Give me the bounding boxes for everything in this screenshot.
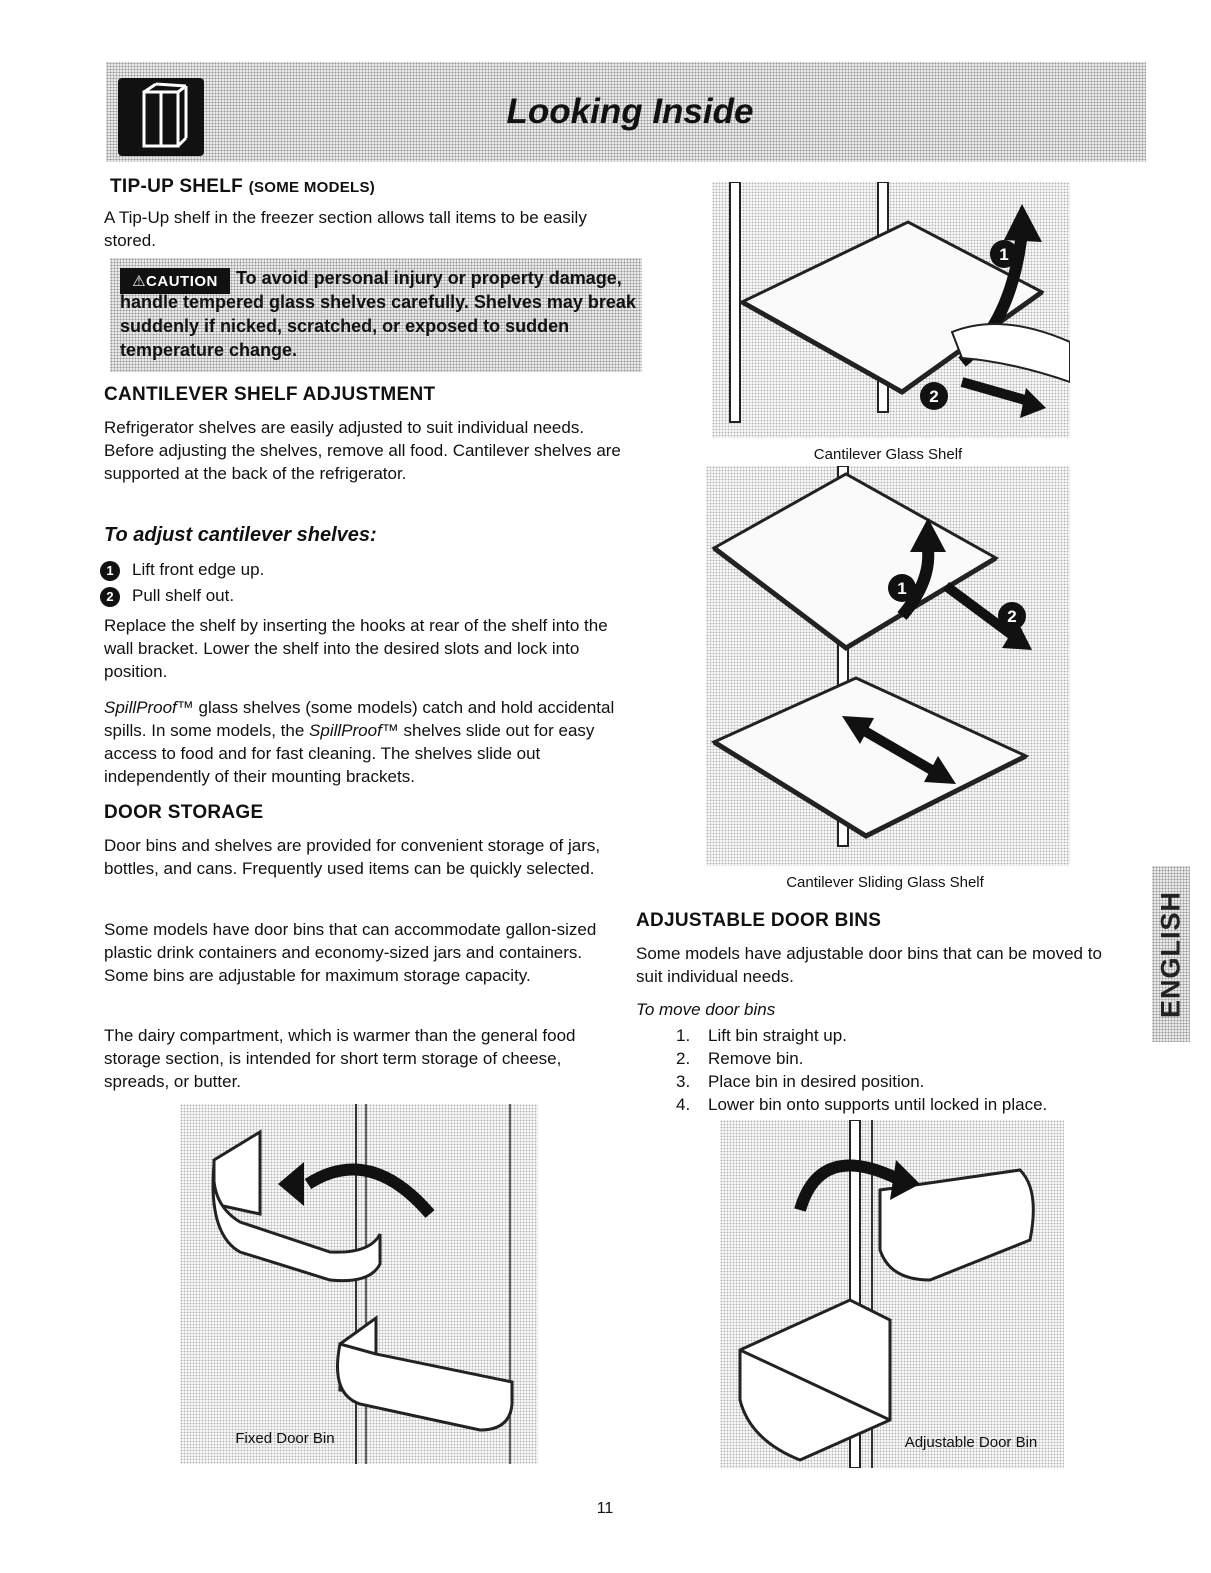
page-number: 11 <box>596 1500 614 1517</box>
door-storage-p3: The dairy compartment, which is warmer than the general food storage section, is intended for short term storage of cheese, spreads, or butter. <box>104 1026 576 1091</box>
adjustable-step-3: 3. Place bin in desired position. <box>676 1072 925 1091</box>
callout-1-label: 1 <box>999 245 1009 264</box>
caption-cantilever-glass-shelf: Cantilever Glass Shelf <box>813 446 963 463</box>
spillproof-text: SpillProof™ glass shelves (some models) catch and hold accidental spills. In some models, the SpillProof™ shelves slide out for easy access to food and for fast cleaning. The shelves slide out independently of their mounting brackets. <box>104 698 615 786</box>
step-1-badge: 1 <box>100 561 120 581</box>
door-storage-heading: DOOR STORAGE <box>104 802 264 823</box>
tipup-heading: TIP-UP SHELF (SOME MODELS) <box>110 176 376 197</box>
step-2-badge: 2 <box>100 587 120 607</box>
caution-text: To avoid personal injury or property damage, handle tempered glass shelves carefully. Shelves may break suddenly if nicked, scratched, or exposed to sudden temperature change. <box>120 268 636 360</box>
caption-fixed-door-bin: Fixed Door Bin <box>235 1430 335 1447</box>
page-title: Looking Inside <box>506 92 754 131</box>
callout-2b-label: 2 <box>1007 607 1017 626</box>
language-tab-label: ENGLISH <box>1155 890 1186 1018</box>
adjustable-step-4: 4. Lower bin onto supports until locked in place. <box>676 1095 1048 1114</box>
callout-2-label: 2 <box>929 387 939 406</box>
spillproof-name-2: SpillProof™ <box>309 721 399 740</box>
cantilever-heading: CANTILEVER SHELF ADJUSTMENT <box>104 384 436 405</box>
step-1-text: Lift front edge up. <box>132 560 265 579</box>
replace-shelf-text: Replace the shelf by inserting the hooks at rear of the shelf into the wall bracket. Lower the shelf into the desired slots and lock into position. <box>104 616 608 681</box>
tipup-heading-suffix: (SOME MODELS) <box>248 179 376 196</box>
step-2 <box>100 584 234 607</box>
warning-triangle-icon: ⚠CAUTION <box>132 273 218 290</box>
adjustable-bins-heading: ADJUSTABLE DOOR BINS <box>636 910 882 931</box>
adjustable-bins-body: Some models have adjustable door bins that can be moved to suit individual needs. <box>636 944 1102 986</box>
adjustable-bins-subheading: To move door bins <box>636 1000 776 1019</box>
adjustable-step-1: 1. Lift bin straight up. <box>676 1026 847 1045</box>
caption-cantilever-sliding-shelf: Cantilever Sliding Glass Shelf <box>786 874 984 891</box>
cantilever-body: Refrigerator shelves are easily adjusted to suit individual needs. Before adjusting the shelves, remove all food. Cantilever shelves are supported at the back of the refrigerator. <box>104 418 621 483</box>
adjustable-door-bin-illustration <box>720 1120 1064 1468</box>
door-storage-p2: Some models have door bins that can accommodate gallon-sized plastic drink containers and economy-sized jars and containers. Some bins are adjustable for maximum storage capacity. <box>104 920 597 985</box>
tipup-body: A Tip-Up shelf in the freezer section allows tall items to be easily stored. <box>104 208 587 250</box>
step-2-text: Pull shelf out. <box>132 586 235 605</box>
door-storage-p1: Door bins and shelves are provided for convenient storage of jars, bottles, and cans. Frequently used items can be quickly selected. <box>104 836 601 878</box>
adjustable-step-2: 2. Remove bin. <box>676 1049 804 1068</box>
step-1 <box>100 558 264 581</box>
cantilever-subheading: To adjust cantilever shelves: <box>104 524 377 546</box>
spillproof-name: SpillProof™ <box>104 698 194 717</box>
cantilever-glass-shelf-illustration <box>712 182 1070 438</box>
refrigerator-icon <box>118 78 204 156</box>
fixed-door-bin-illustration <box>180 1104 538 1464</box>
caption-adjustable-door-bin: Adjustable Door Bin <box>904 1434 1038 1451</box>
cantilever-sliding-shelf-illustration <box>706 466 1070 866</box>
adjustable-bins-steps <box>676 1024 1126 1116</box>
callout-1b-label: 1 <box>897 579 907 598</box>
